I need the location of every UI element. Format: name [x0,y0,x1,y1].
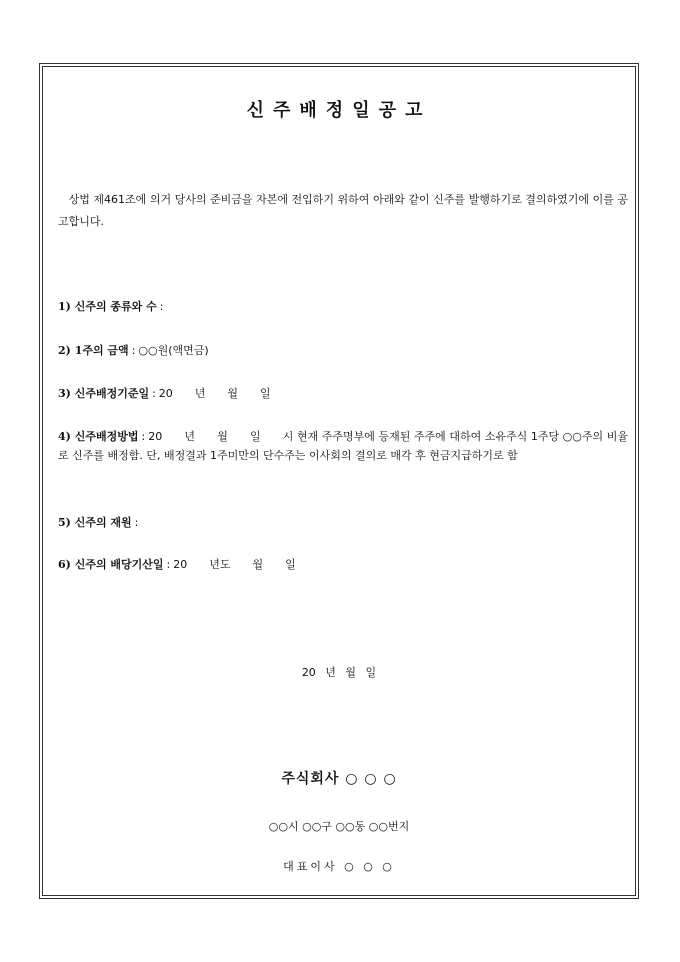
item-separator: : [152,387,156,400]
company-address: ○○시 ○○구 ○○동 ○○번지 [268,820,410,833]
item-separator: : [131,344,136,357]
intro-paragraph [58,189,628,233]
announcement-date: 20 년 월 일 [301,666,377,679]
item-value: 20 년도 월 일 [173,558,296,571]
item-label: 5) 신주의 재원 [58,516,132,529]
item-value: 20 년 월 일 [158,387,271,400]
item-funding-source [58,513,628,532]
item-separator: : [166,558,171,571]
intro-text: 상법 제461조에 의거 당사의 준비금을 자본에 전입하기 위하여 아래와 같이 신주를 발행하기로 결의하였기에 이를 공고합니다. [58,193,628,228]
item-label: 3) 신주배정기준일 [58,387,150,400]
item-stock-type [58,297,628,316]
item-label: 6) 신주의 배당기산일 [58,558,164,571]
item-label: 4) 신주배정방법 [58,430,139,443]
item-separator: : [141,430,146,443]
item-allocation-method [58,427,628,465]
item-label: 2) 1주의 금액 [58,344,129,357]
item-label: 1) 신주의 종류와 수 [58,300,157,313]
company-name: 주식회사 ○ ○ ○ [281,771,397,787]
item-value: 20 년 월 일 시 현재 주주명부에 등재된 주주에 대하여 소유주식 1주당 ○○주의 비율로 신주를 배정함. 단, 배정결과 1주미만의 단수주는 이사회의 결의로 매각 후 현금지급하기로 함 [58,430,628,462]
item-record-date [58,384,628,403]
representative: 대표이사 ○ ○ ○ [283,860,395,873]
item-separator: : [134,516,139,529]
document-title: 신주배정일공고 [246,100,432,121]
item-dividend-start [58,555,628,574]
item-separator: : [159,300,164,313]
item-value: ○○원(액면금) [138,344,209,357]
item-par-value [58,341,628,360]
